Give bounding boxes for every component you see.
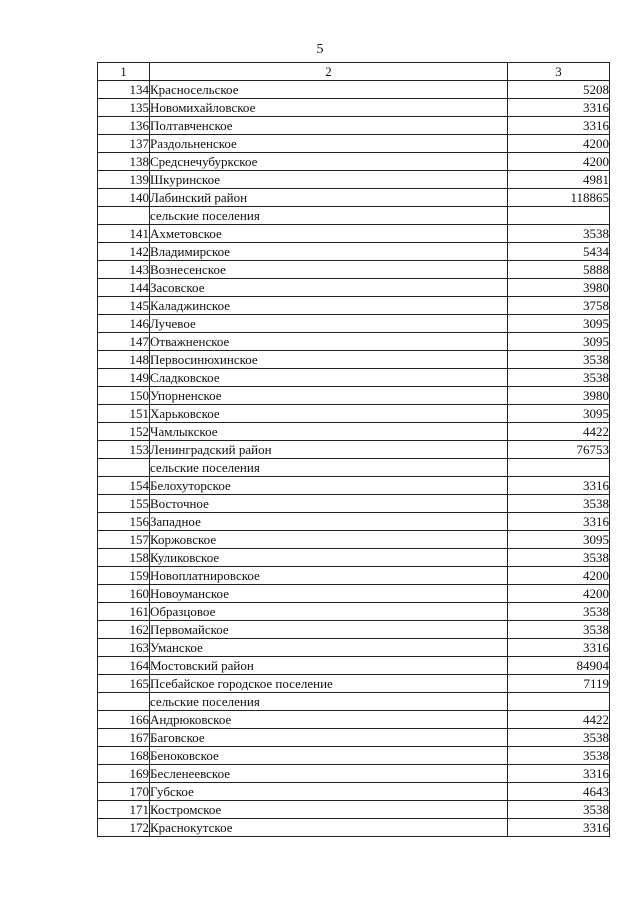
row-name: Новоплатнировское: [150, 567, 508, 585]
table-row: [98, 243, 610, 261]
row-name: Псебайское городское поселение: [150, 675, 508, 693]
row-number: [98, 693, 150, 711]
table-row: [98, 603, 610, 621]
row-name: Новоуманское: [150, 585, 508, 603]
table-body: [98, 81, 610, 837]
row-value: 3316: [508, 117, 610, 135]
row-value: 4200: [508, 567, 610, 585]
row-number: 158: [98, 549, 150, 567]
row-number: 155: [98, 495, 150, 513]
row-name: Белохуторское: [150, 477, 508, 495]
table-row: [98, 531, 610, 549]
table-row: [98, 657, 610, 675]
row-value: 3316: [508, 99, 610, 117]
table-row: [98, 441, 610, 459]
row-number: 161: [98, 603, 150, 621]
row-name: Красносельское: [150, 81, 508, 99]
row-number: 156: [98, 513, 150, 531]
row-number: 139: [98, 171, 150, 189]
row-number: 169: [98, 765, 150, 783]
row-name: Ленинградский район: [150, 441, 508, 459]
row-number: 136: [98, 117, 150, 135]
row-number: 151: [98, 405, 150, 423]
row-name: Губское: [150, 783, 508, 801]
table-row: [98, 351, 610, 369]
row-number: 143: [98, 261, 150, 279]
table-row: [98, 171, 610, 189]
row-value: 4981: [508, 171, 610, 189]
row-name: Раздольненское: [150, 135, 508, 153]
column-header-value: 3: [508, 63, 610, 81]
row-value: 118865: [508, 189, 610, 207]
row-name: Баговское: [150, 729, 508, 747]
row-value: 3095: [508, 405, 610, 423]
row-number: 150: [98, 387, 150, 405]
row-name: Упорненское: [150, 387, 508, 405]
row-value: 3758: [508, 297, 610, 315]
table-row: [98, 153, 610, 171]
row-name: Мостовский район: [150, 657, 508, 675]
row-value: 7119: [508, 675, 610, 693]
row-value: [508, 459, 610, 477]
row-value: 5888: [508, 261, 610, 279]
column-header-name: 2: [150, 63, 508, 81]
row-value: [508, 207, 610, 225]
row-name: Коржовское: [150, 531, 508, 549]
row-name: Владимирское: [150, 243, 508, 261]
table-row: [98, 819, 610, 837]
table-header-row: [98, 63, 610, 81]
table-row: [98, 189, 610, 207]
table-row: [98, 675, 610, 693]
row-number: 157: [98, 531, 150, 549]
row-number: 153: [98, 441, 150, 459]
table-row: [98, 567, 610, 585]
row-number: 140: [98, 189, 150, 207]
row-number: 162: [98, 621, 150, 639]
row-number: 142: [98, 243, 150, 261]
row-name: Первосинюхинское: [150, 351, 508, 369]
table-row: [98, 387, 610, 405]
table-row: [98, 405, 610, 423]
row-name: сельские поселения: [150, 207, 508, 225]
row-value: 3316: [508, 639, 610, 657]
row-number: 168: [98, 747, 150, 765]
row-name: Каладжинское: [150, 297, 508, 315]
row-value: 3980: [508, 279, 610, 297]
table-row: [98, 477, 610, 495]
row-value: 3095: [508, 315, 610, 333]
table-row: [98, 549, 610, 567]
row-value: 3095: [508, 531, 610, 549]
row-name: Ахметовское: [150, 225, 508, 243]
row-name: Средснечубуркское: [150, 153, 508, 171]
row-name: Сладковское: [150, 369, 508, 387]
table-row: [98, 585, 610, 603]
row-value: 3538: [508, 801, 610, 819]
row-name: Андрюковское: [150, 711, 508, 729]
table-row: [98, 315, 610, 333]
row-value: 3538: [508, 225, 610, 243]
row-value: 4200: [508, 585, 610, 603]
row-name: Беноковское: [150, 747, 508, 765]
table-row: [98, 117, 610, 135]
row-number: 146: [98, 315, 150, 333]
row-number: 159: [98, 567, 150, 585]
row-name: Куликовское: [150, 549, 508, 567]
row-name: Западное: [150, 513, 508, 531]
row-value: 4200: [508, 153, 610, 171]
row-value: 3538: [508, 351, 610, 369]
row-number: 163: [98, 639, 150, 657]
row-number: 166: [98, 711, 150, 729]
row-number: 138: [98, 153, 150, 171]
row-value: 3316: [508, 477, 610, 495]
row-value: 3538: [508, 621, 610, 639]
row-number: 149: [98, 369, 150, 387]
row-number: 154: [98, 477, 150, 495]
row-value: 5208: [508, 81, 610, 99]
table-row: [98, 135, 610, 153]
row-name: сельские поселения: [150, 693, 508, 711]
row-value: 3538: [508, 369, 610, 387]
table-row: [98, 495, 610, 513]
row-name: Краснокутское: [150, 819, 508, 837]
row-value: 3316: [508, 513, 610, 531]
row-value: 3538: [508, 495, 610, 513]
row-name: Уманское: [150, 639, 508, 657]
row-name: Образцовое: [150, 603, 508, 621]
row-name: Бесленеевское: [150, 765, 508, 783]
row-value: 3095: [508, 333, 610, 351]
row-name: сельские поселения: [150, 459, 508, 477]
row-number: 141: [98, 225, 150, 243]
allocation-table: [97, 62, 610, 837]
row-name: Лабинский район: [150, 189, 508, 207]
row-name: Первомайское: [150, 621, 508, 639]
row-value: 3538: [508, 729, 610, 747]
table-row: [98, 801, 610, 819]
row-number: 165: [98, 675, 150, 693]
table-row: [98, 639, 610, 657]
row-name: Харьковское: [150, 405, 508, 423]
table-row: [98, 99, 610, 117]
table-row: [98, 261, 610, 279]
row-value: 3980: [508, 387, 610, 405]
row-name: Костромское: [150, 801, 508, 819]
table-row: [98, 423, 610, 441]
row-number: [98, 459, 150, 477]
table-row: [98, 207, 610, 225]
table-row: [98, 711, 610, 729]
table-row: [98, 783, 610, 801]
row-value: [508, 693, 610, 711]
page-number: 5: [316, 42, 324, 57]
row-number: 171: [98, 801, 150, 819]
row-name: Засовское: [150, 279, 508, 297]
table-row: [98, 693, 610, 711]
row-value: 3316: [508, 765, 610, 783]
row-value: 4643: [508, 783, 610, 801]
row-value: 3316: [508, 819, 610, 837]
row-number: 144: [98, 279, 150, 297]
table-row: [98, 765, 610, 783]
column-header-number: 1: [98, 63, 150, 81]
row-name: Полтавченское: [150, 117, 508, 135]
row-number: 170: [98, 783, 150, 801]
table-row: [98, 747, 610, 765]
row-number: 145: [98, 297, 150, 315]
row-name: Новомихайловское: [150, 99, 508, 117]
row-number: 152: [98, 423, 150, 441]
row-number: 172: [98, 819, 150, 837]
row-value: 5434: [508, 243, 610, 261]
row-number: [98, 207, 150, 225]
row-number: 135: [98, 99, 150, 117]
row-value: 3538: [508, 747, 610, 765]
table-row: [98, 621, 610, 639]
row-number: 134: [98, 81, 150, 99]
table-row: [98, 333, 610, 351]
row-value: 76753: [508, 441, 610, 459]
row-name: Лучевое: [150, 315, 508, 333]
row-number: 167: [98, 729, 150, 747]
row-name: Чамлыкское: [150, 423, 508, 441]
row-value: 4200: [508, 135, 610, 153]
row-number: 147: [98, 333, 150, 351]
row-number: 164: [98, 657, 150, 675]
row-name: Отважненское: [150, 333, 508, 351]
row-name: Вознесенское: [150, 261, 508, 279]
table-row: [98, 81, 610, 99]
table-row: [98, 459, 610, 477]
row-value: 4422: [508, 423, 610, 441]
table-row: [98, 297, 610, 315]
row-value: 84904: [508, 657, 610, 675]
table-row: [98, 513, 610, 531]
table-row: [98, 225, 610, 243]
row-name: Шкуринское: [150, 171, 508, 189]
table-row: [98, 369, 610, 387]
row-number: 160: [98, 585, 150, 603]
table-row: [98, 729, 610, 747]
row-name: Восточное: [150, 495, 508, 513]
row-value: 3538: [508, 603, 610, 621]
row-number: 148: [98, 351, 150, 369]
table-row: [98, 279, 610, 297]
row-value: 3538: [508, 549, 610, 567]
row-number: 137: [98, 135, 150, 153]
row-value: 4422: [508, 711, 610, 729]
